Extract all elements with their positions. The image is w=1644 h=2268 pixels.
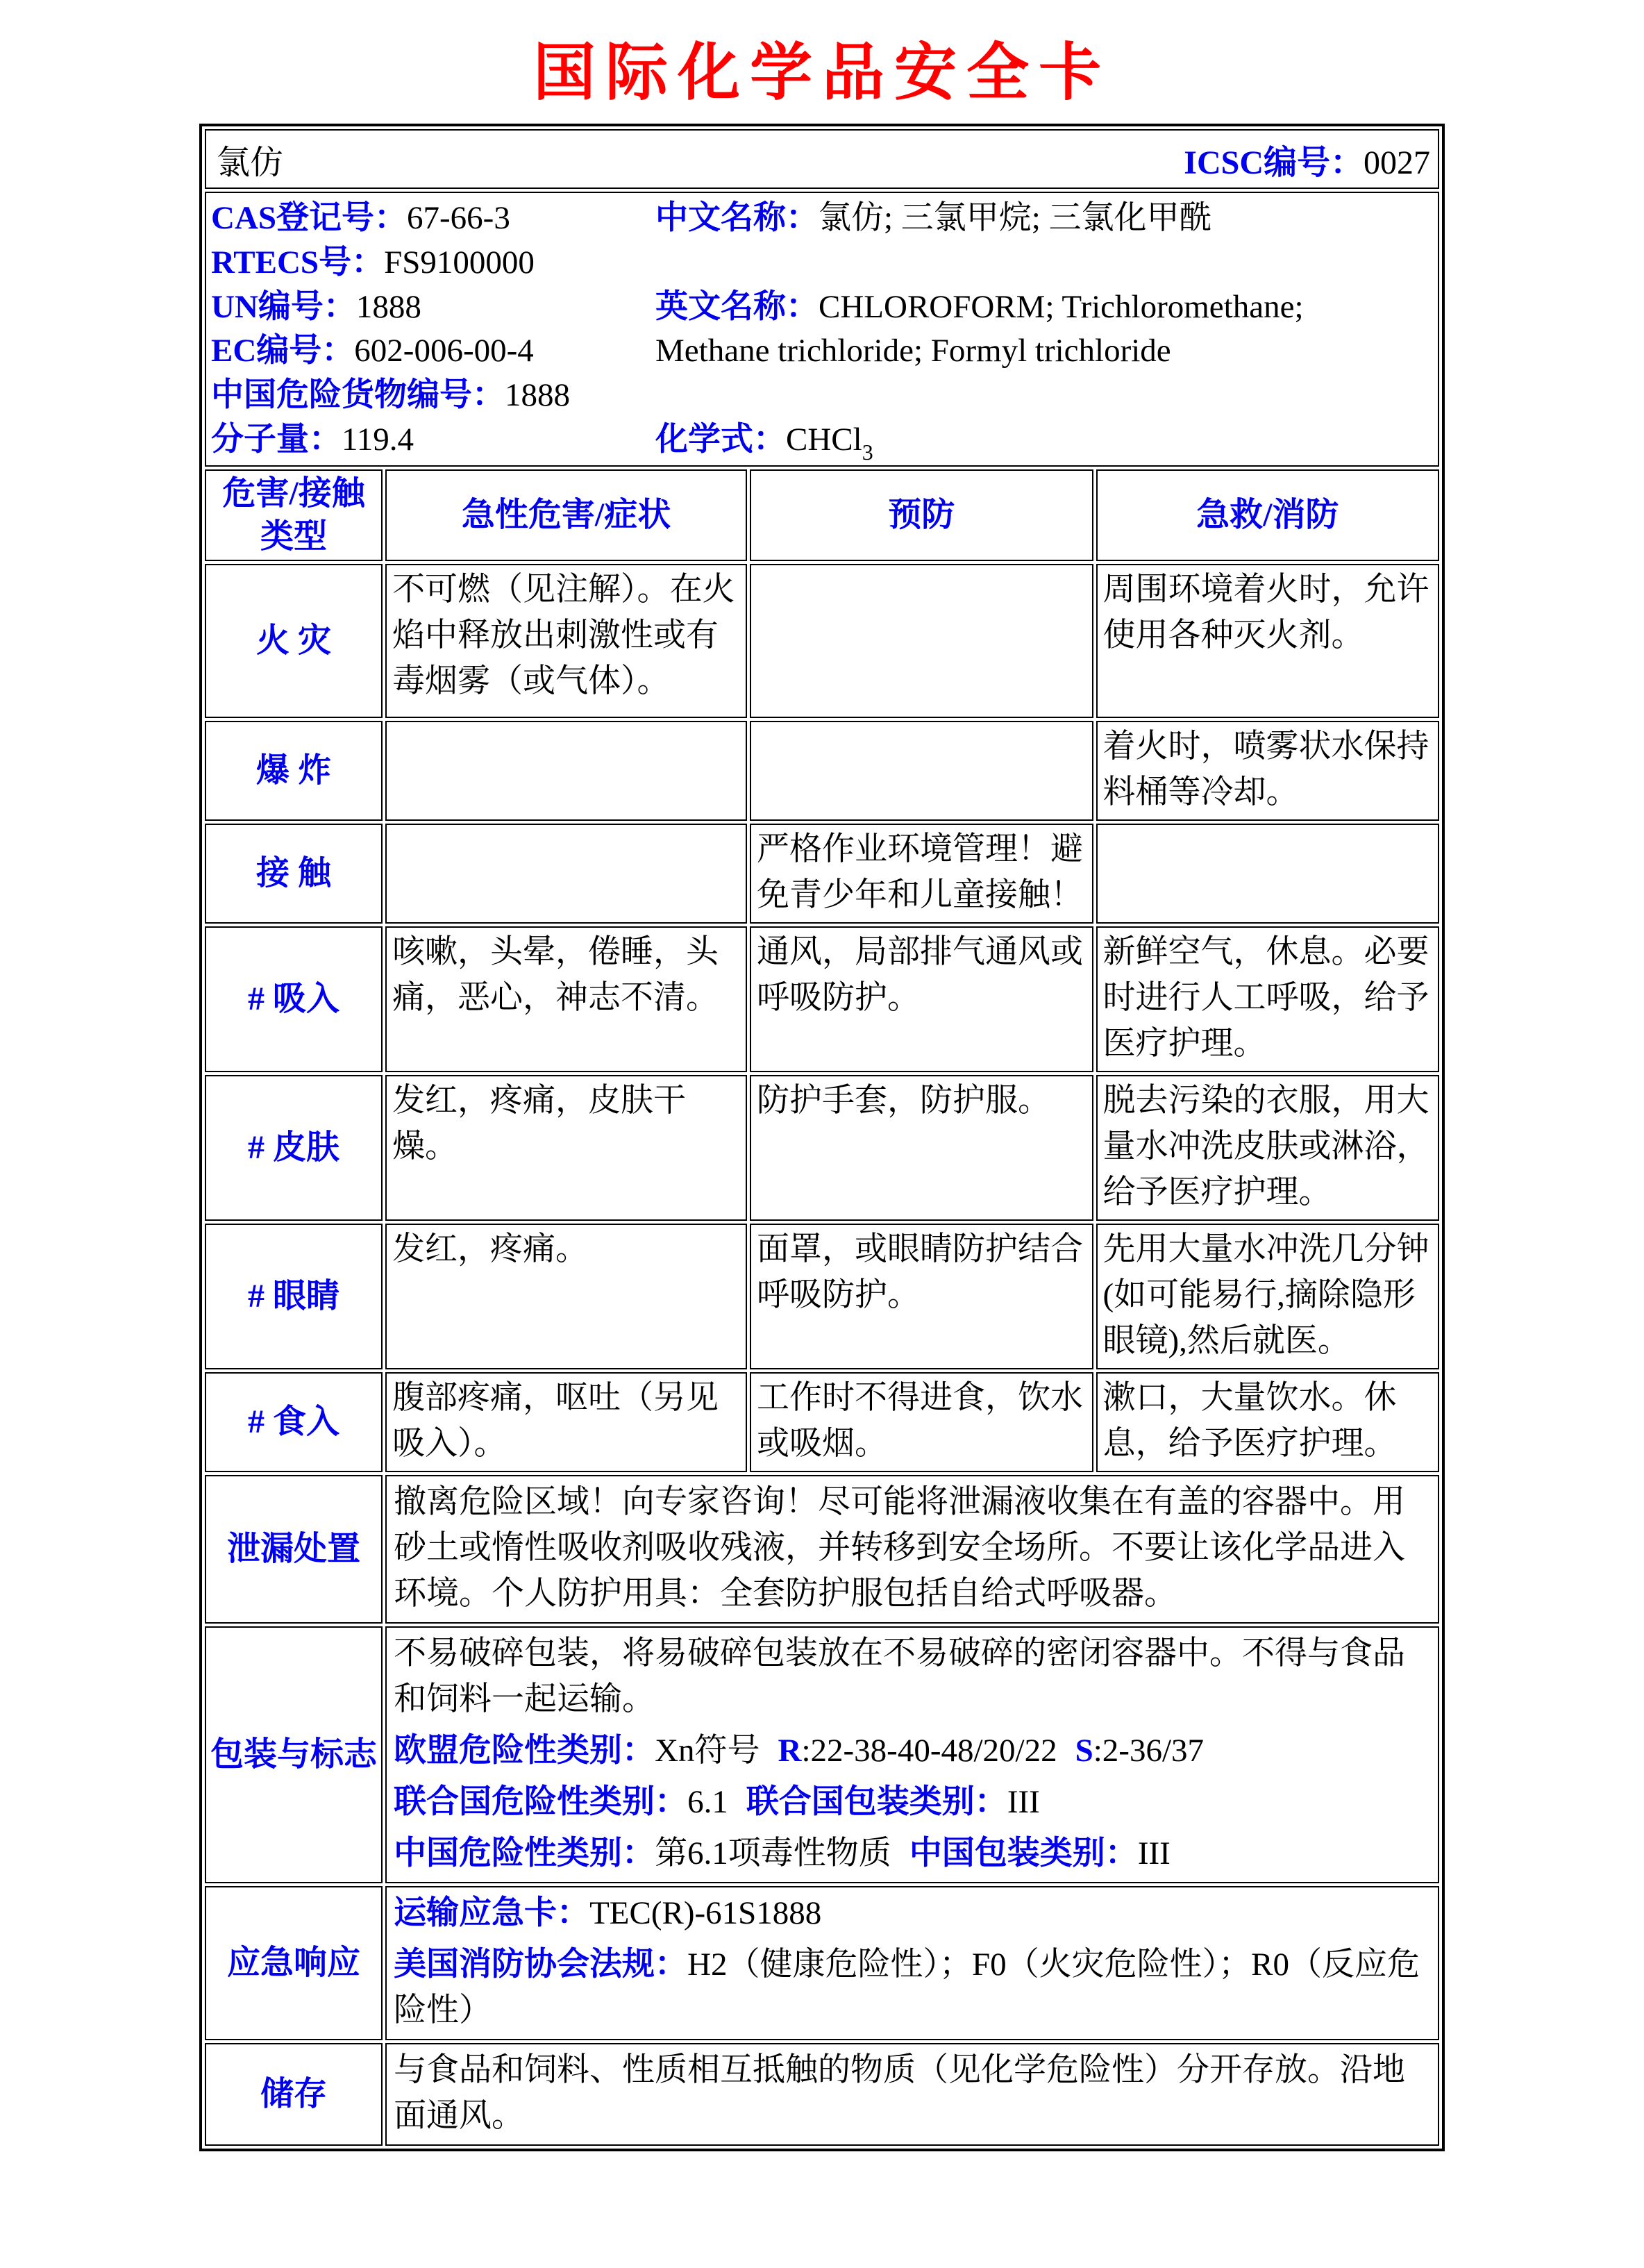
transport-emergency-card-line: 运输应急卡：TEC(R)-61S1888 <box>394 1895 822 1931</box>
rtecs-number-line: RTECS号：FS9100000 <box>211 244 535 281</box>
fire-prevention <box>750 564 1093 718</box>
card-header-cell <box>205 129 1439 189</box>
row-label-contact: 接 触 <box>205 824 383 924</box>
explosion-symptoms <box>385 721 747 821</box>
fire-symptoms: 不可燃（见注解）。在火焰中释放出刺激性或有毒烟雾（或气体）。 <box>385 564 747 718</box>
table-row-packaging <box>205 1626 1439 1883</box>
symptoms-header: 急性危害/症状 <box>385 469 747 561</box>
skin-first-aid: 脱去污染的衣服，用大量水冲洗皮肤或淋浴，给予医疗护理。 <box>1096 1075 1440 1221</box>
formula-line: 化学式：CHCl$_3$ <box>655 422 873 465</box>
table-row-emergency <box>205 1886 1439 2040</box>
prevention-header: 预防 <box>750 469 1093 561</box>
explosion-first-aid: 着火时，喷雾状水保持料桶等冷却。 <box>1096 721 1440 821</box>
substance-name: 氯仿 <box>217 144 284 181</box>
row-label-skin: # 皮肤 <box>205 1075 383 1221</box>
identification-left-column <box>211 197 655 462</box>
row-label-eyes: # 眼睛 <box>205 1224 383 1369</box>
explosion-prevention <box>750 721 1093 821</box>
hazard-type-header: 危害/接触 类型 <box>205 469 383 561</box>
table-row-spill <box>205 1475 1439 1624</box>
cn-hazard-line: 中国危险性类别：第6.1项毒性物质 中国包装类别：III <box>394 1835 1171 1871</box>
fire-first-aid: 周围环境着火时，允许使用各种灭火剂。 <box>1096 564 1440 718</box>
un-hazard-line: 联合国危险性类别：6.1 联合国包装类别：III <box>394 1784 1040 1820</box>
identification-cell <box>205 192 1439 467</box>
page-title: 国际化学品安全卡 <box>533 39 1111 108</box>
formula-subscript: 3 <box>862 440 873 465</box>
table-row-contact <box>205 824 1439 924</box>
table-row-storage <box>205 2043 1439 2146</box>
english-name-line: 英文名称：CHLOROFORM; Trichloromethane; Methane trichloride; Formyl trichloride <box>655 289 1304 369</box>
china-dg-number-line: 中国危险货物编号：1888 <box>211 377 570 414</box>
eyes-first-aid: 先用大量水冲洗几分钟(如可能易行,摘除隐形眼镜),然后就医。 <box>1096 1224 1440 1369</box>
chinese-name-line: 中文名称：氯仿; 三氯甲烷; 三氯化甲酰 <box>655 200 1212 236</box>
row-label-emergency: 应急响应 <box>205 1886 383 2040</box>
ingestion-prevention: 工作时不得进食，饮水或吸烟。 <box>750 1372 1093 1472</box>
table-row-eyes <box>205 1224 1439 1369</box>
contact-symptoms <box>385 824 747 924</box>
row-label-spill: 泄漏处置 <box>205 1475 383 1624</box>
card-header-row <box>205 129 1439 189</box>
row-label-explosion: 爆 炸 <box>205 721 383 821</box>
skin-symptoms: 发红，疼痛，皮肤干燥。 <box>385 1075 747 1221</box>
icsc-number <box>1184 135 1437 183</box>
eyes-symptoms: 发红，疼痛。 <box>385 1224 747 1369</box>
inhalation-prevention: 通风，局部排气通风或呼吸防护。 <box>750 926 1093 1072</box>
icsc-number-value: 0027 <box>1364 144 1430 181</box>
hazard-header-row <box>205 469 1439 561</box>
nfpa-line: 美国消防协会法规：H2（健康危险性）；F0（火灾危险性）；R0（反应危险性） <box>394 1946 1420 2028</box>
table-row-ingestion <box>205 1372 1439 1472</box>
table-row-explosion <box>205 721 1439 821</box>
ingestion-symptoms: 腹部疼痛，呕吐（另见吸入）。 <box>385 1372 747 1472</box>
ec-number-line: EC编号：602-006-00-4 <box>211 333 534 369</box>
row-label-fire: 火 灾 <box>205 564 383 718</box>
contact-prevention: 严格作业环境管理！避免青少年和儿童接触！ <box>750 824 1093 924</box>
table-row-skin <box>205 1075 1439 1221</box>
spill-text: 撤离危险区域！向专家咨询！尽可能将泄漏液收集在有盖的容器中。用砂土或惰性吸收剂吸收残液，并转移到安全场所。不要让该化学品进入环境。个人防护用具：全套防护服包括自给式呼吸器。 <box>385 1475 1439 1624</box>
row-label-packaging: 包装与标志 <box>205 1626 383 1883</box>
cas-number-line: CAS登记号：67-66-3 <box>211 200 510 236</box>
storage-text: 与食品和饲料、性质相互抵触的物质（见化学危险性）分开存放。沿地面通风。 <box>385 2043 1439 2146</box>
row-label-storage: 储存 <box>205 2043 383 2146</box>
identification-row <box>205 192 1439 467</box>
emergency-cell <box>385 1886 1439 2040</box>
eyes-prevention: 面罩，或眼睛防护结合呼吸防护。 <box>750 1224 1093 1369</box>
icsc-card-table <box>199 124 1445 2151</box>
table-row-inhalation <box>205 926 1439 1072</box>
row-label-ingestion: # 食入 <box>205 1372 383 1472</box>
table-row-fire <box>205 564 1439 718</box>
packaging-cell <box>385 1626 1439 1883</box>
ingestion-first-aid: 漱口，大量饮水。休息，给予医疗护理。 <box>1096 1372 1440 1472</box>
identification-right-column <box>655 197 1391 465</box>
packaging-note: 不易破碎包装，将易破碎包装放在不易破碎的密闭容器中。不得与食品和饲料一起运输。 <box>394 1635 1406 1717</box>
eu-hazard-line: 欧盟危险性类别：Xn符号 R:22-38-40-48/20/22 S:2-36/37 <box>394 1733 1205 1769</box>
inhalation-first-aid: 新鲜空气，休息。必要时进行人工呼吸，给予医疗护理。 <box>1096 926 1440 1072</box>
row-label-inhalation: # 吸入 <box>205 926 383 1072</box>
first-aid-header: 急救/消防 <box>1096 469 1440 561</box>
icsc-number-label: ICSC编号： <box>1184 144 1364 181</box>
inhalation-symptoms: 咳嗽，头晕，倦睡，头痛，恶心，神志不清。 <box>385 926 747 1072</box>
molecular-weight-line: 分子量：119.4 <box>211 421 414 458</box>
skin-prevention: 防护手套，防护服。 <box>750 1075 1093 1221</box>
un-number-line: UN编号：1888 <box>211 288 421 325</box>
contact-first-aid <box>1096 824 1440 924</box>
